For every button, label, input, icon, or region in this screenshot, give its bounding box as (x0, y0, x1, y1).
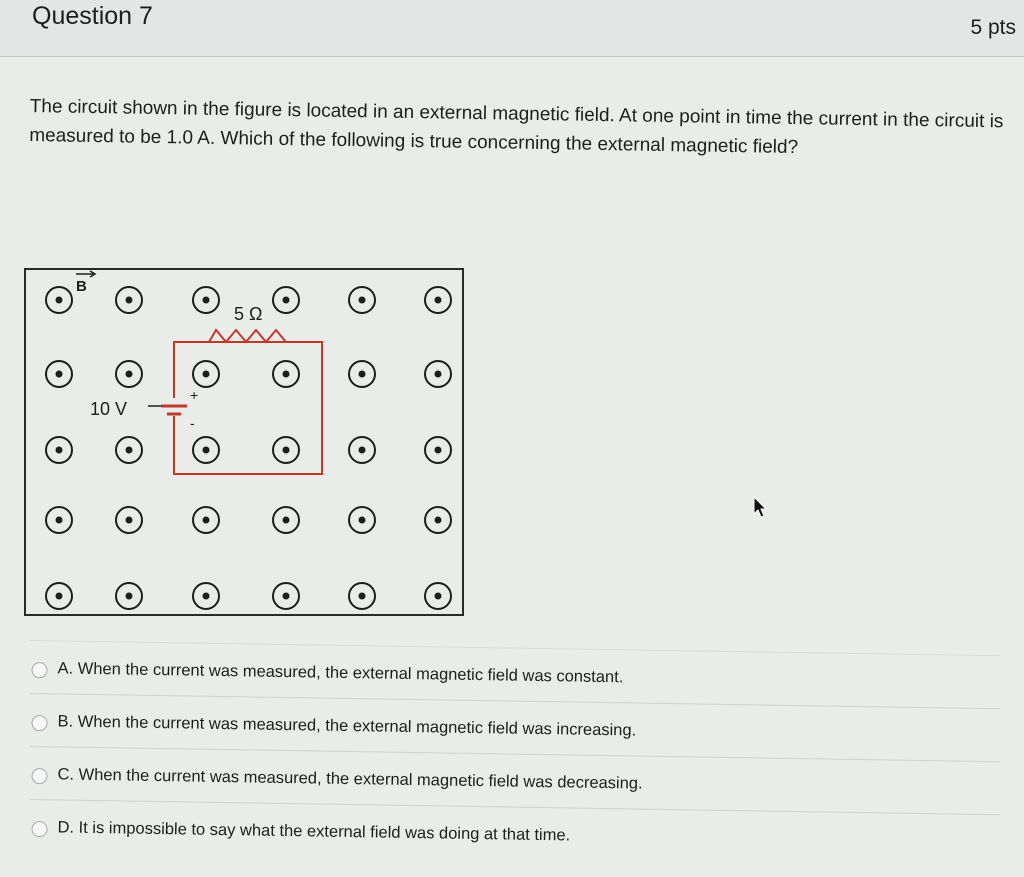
field-dot-center (359, 593, 366, 600)
field-dot-center (435, 593, 442, 600)
radio-button-d[interactable] (31, 821, 47, 837)
field-dot-center (359, 447, 366, 454)
field-dot-center (56, 593, 63, 600)
question-text: The circuit shown in the figure is located in an external magnetic field. At one point in time the current in the circuit is measured to be 1.0 A. Which of the following is true concerning the external magnetic field? (29, 95, 1004, 159)
field-dot-center (435, 371, 442, 378)
field-dot-center (283, 593, 290, 600)
question-points: 5 pts (970, 16, 1016, 39)
circuit-figure (24, 266, 464, 616)
field-dot-center (203, 447, 210, 454)
field-dot-center (435, 297, 442, 304)
field-dot-center (126, 297, 133, 304)
field-dot-center (126, 517, 133, 524)
field-dot-center (126, 447, 133, 454)
radio-button-c[interactable] (31, 768, 47, 784)
field-dot-center (359, 297, 366, 304)
battery-label: 10 V (90, 399, 128, 419)
field-dot-center (359, 517, 366, 524)
magnetic-field-dots (46, 287, 451, 609)
field-dot-center (56, 297, 63, 304)
question-title: Question 7 (32, 2, 153, 30)
answer-label-d: D. It is impossible to say what the external field was doing at that time. (57, 818, 571, 845)
field-dot-center (359, 371, 366, 378)
field-dot-center (435, 517, 442, 524)
question-header (0, 0, 1024, 57)
field-dot-center (126, 593, 133, 600)
field-dot-center (126, 371, 133, 378)
field-dot-center (56, 517, 63, 524)
radio-button-b[interactable] (31, 715, 47, 731)
resistor-symbol (209, 330, 292, 342)
field-dot-center (56, 447, 63, 454)
answer-label-c: C. When the current was measured, the external magnetic field was decreasing. (57, 765, 643, 793)
battery-minus: - (190, 415, 195, 431)
field-dot-center (283, 297, 290, 304)
field-dot-center (203, 593, 210, 600)
answer-list (30, 640, 1000, 852)
field-dot-center (435, 447, 442, 454)
field-dot-center (203, 297, 210, 304)
field-label-b: B (76, 278, 87, 295)
resistor-label: 5 Ω (234, 304, 263, 324)
answer-label-b: B. When the current was measured, the external magnetic field was increasing. (57, 712, 637, 740)
field-dot-center (56, 371, 63, 378)
field-dot-center (203, 517, 210, 524)
field-dot-center (283, 447, 290, 454)
circuit-diagram (24, 266, 464, 616)
circuit-wire (174, 342, 322, 474)
mouse-cursor-icon (752, 496, 768, 518)
answer-label-a: A. When the current was measured, the external magnetic field was constant. (57, 659, 624, 687)
field-dot-center (203, 371, 210, 378)
field-dot-center (283, 517, 290, 524)
battery-plus: + (190, 387, 199, 403)
field-dot-center (283, 371, 290, 378)
radio-button-a[interactable] (31, 662, 47, 678)
